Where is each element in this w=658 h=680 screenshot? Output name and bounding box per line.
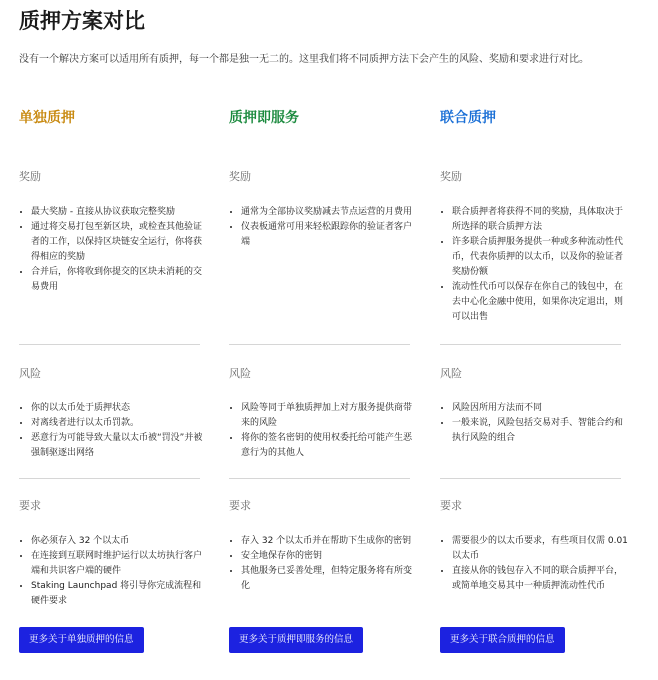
requirements-list [19, 534, 209, 609]
rewards-label: 奖励 [440, 170, 462, 183]
pooled-staking-more-button[interactable]: 更多关于联合质押的信息 [440, 627, 565, 653]
rewards-label: 奖励 [229, 170, 251, 183]
column-title: 单独质押 [19, 110, 75, 126]
list-item: • 流动性代币可以保存在你自己的钱包中，在去中心化金融中使用，如果你决定退出，则可以出售 [452, 280, 630, 325]
column-staking-as-service [229, 0, 419, 680]
column-pooled-staking [440, 0, 630, 680]
requirements-label: 要求 [229, 499, 251, 512]
requirements-list [229, 534, 419, 594]
list-item: • Staking Launchpad 将引导你完成流程和硬件要求 [31, 579, 209, 609]
risks-label: 风险 [229, 367, 251, 380]
list-item: • 其他服务已妥善处理，但特定服务将有所变化 [241, 564, 419, 594]
list-item: • 你必须存入 32 个以太币 [31, 534, 209, 549]
risks-label: 风险 [440, 367, 462, 380]
risks-list [440, 401, 630, 446]
rewards-list [440, 205, 630, 325]
requirements-label: 要求 [19, 499, 41, 512]
divider [19, 478, 200, 479]
list-item: • 联合质押者将获得不同的奖励，具体取决于所选择的联合质押方法 [452, 205, 630, 235]
intro-text: 没有一个解决方案可以适用所有质押，每一个都是独一无二的。这里我们将不同质押方法下会产生的风险、奖励和要求进行对比。 [19, 54, 589, 65]
staking-as-service-more-button[interactable]: 更多关于质押即服务的信息 [229, 627, 363, 653]
list-item: • 最大奖励 - 直接从协议获取完整奖励 [31, 205, 209, 220]
list-item: • 直接从你的钱包存入不同的联合质押平台，或简单地交易其中一种质押流动性代币 [452, 564, 630, 594]
requirements-list [440, 534, 630, 594]
divider [229, 344, 410, 345]
requirements-label: 要求 [440, 499, 462, 512]
list-item: • 一般来说，风险包括交易对手、智能合约和执行风险的组合 [452, 416, 630, 446]
column-title: 质押即服务 [229, 110, 299, 126]
divider [229, 478, 410, 479]
risks-list [229, 401, 419, 461]
divider [19, 344, 200, 345]
list-item: • 通过将交易打包至新区块，或检查其他验证者的工作，以保持区块链安全运行，你将获得相应的奖励 [31, 220, 209, 265]
list-item: • 你的以太币处于质押状态 [31, 401, 209, 416]
list-item: • 风险因所用方法而不同 [452, 401, 630, 416]
list-item: • 将你的签名密钥的使用权委托给可能产生恶意行为的其他人 [241, 431, 419, 461]
list-item: • 安全地保存你的密钥 [241, 549, 419, 564]
list-item: • 在连接到互联网时维护运行以太坊执行客户端和共识客户端的硬件 [31, 549, 209, 579]
list-item: • 需要很少的以太币要求，有些项目仅需 0.01 以太币 [452, 534, 630, 564]
risks-label: 风险 [19, 367, 41, 380]
list-item: • 风险等同于单独质押加上对方服务提供商带来的风险 [241, 401, 419, 431]
divider [440, 344, 621, 345]
page-title: 质押方案对比 [19, 9, 145, 33]
list-item: • 合并后，你将收到你提交的区块未消耗的交易费用 [31, 265, 209, 295]
list-item: • 仪表板通常可用来轻松跟踪你的验证者客户端 [241, 220, 419, 250]
divider [440, 478, 621, 479]
solo-staking-more-button[interactable]: 更多关于单独质押的信息 [19, 627, 144, 653]
risks-list [19, 401, 209, 461]
column-solo-staking [19, 0, 209, 680]
list-item: • 许多联合质押服务提供一种或多种流动性代币，代表你质押的以太币，以及你的验证者奖励份额 [452, 235, 630, 280]
rewards-list [229, 205, 419, 250]
rewards-label: 奖励 [19, 170, 41, 183]
list-item: • 恶意行为可能导致大量以太币被“罚没”并被强制驱逐出网络 [31, 431, 209, 461]
list-item: • 对离线者进行以太币罚款。 [31, 416, 209, 431]
rewards-list [19, 205, 209, 295]
list-item: • 通常为全部协议奖励减去节点运营的月费用 [241, 205, 419, 220]
list-item: • 存入 32 个以太币并在帮助下生成你的密钥 [241, 534, 419, 549]
column-title: 联合质押 [440, 110, 496, 126]
